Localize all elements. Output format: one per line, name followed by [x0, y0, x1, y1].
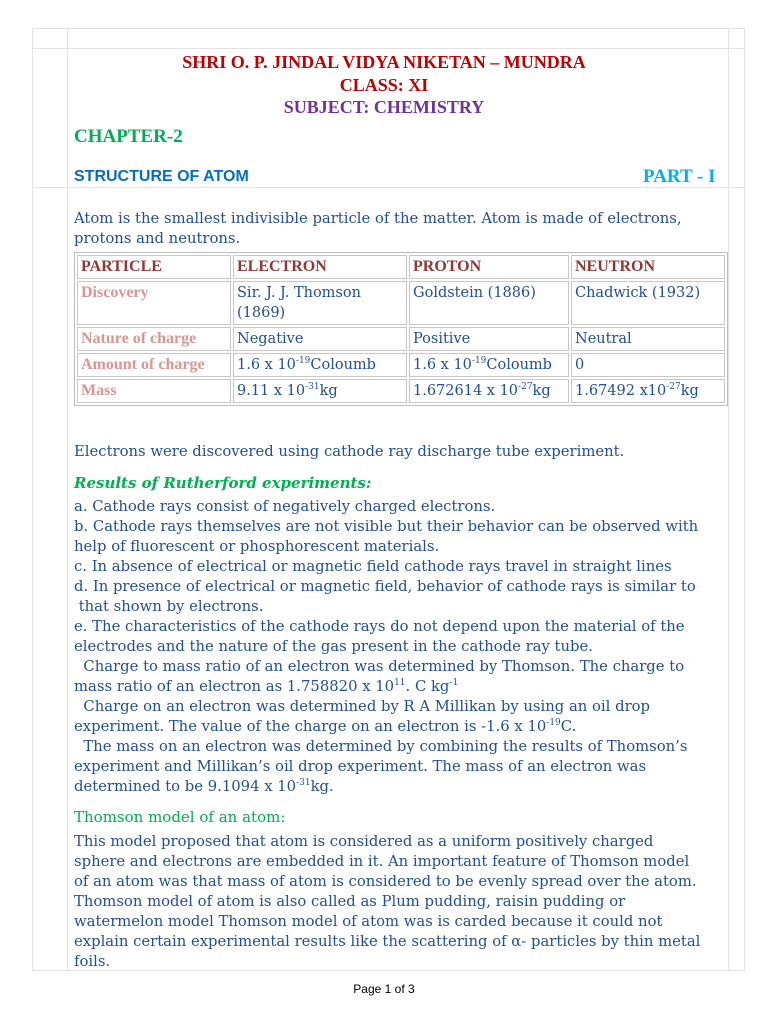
cell [409, 353, 569, 377]
thomson-line: foils. [74, 953, 111, 970]
result-line: Charge to mass ratio of an electron was determined by Thomson. The charge to [74, 658, 685, 675]
school-name: SHRI O. P. JINDAL VIDYA NIKETAN – MUNDRA [182, 52, 586, 72]
rutherford-results [74, 497, 698, 797]
header-cell: NEUTRON [571, 255, 725, 279]
cell [233, 379, 407, 403]
cell: Goldstein (1886) [409, 281, 569, 325]
thomson-line: Thomson model of atom is also called as Plum pudding, raisin pudding or [74, 893, 626, 910]
cell: Negative [233, 327, 407, 351]
charge-unit: C. [560, 718, 577, 735]
result-line: help of fluorescent or phosphorescent materials. [74, 538, 440, 555]
exponent: -19 [546, 718, 561, 729]
thomson-line: watermelon model Thomson model of atom was is carded because it could not [74, 913, 663, 930]
result-line: a. Cathode rays consist of negatively charged electrons. [74, 498, 496, 515]
row-label: Nature of charge [77, 327, 231, 351]
intro-paragraph [74, 209, 682, 249]
result-line: that shown by electrons. [74, 598, 264, 615]
exponent: 11 [394, 678, 406, 689]
cell: Sir. J. J. Thomson (1869) [233, 281, 407, 325]
thomson-heading: Thomson model of an atom: [74, 808, 286, 826]
cell: Chadwick (1932) [571, 281, 725, 325]
guide-line [728, 28, 729, 971]
thomson-line: This model proposed that atom is considered as a uniform positively charged [74, 833, 654, 850]
guide-line [32, 28, 33, 971]
cell-unit: kg [319, 383, 338, 399]
cell: Neutral [571, 327, 725, 351]
particle-table [74, 252, 728, 406]
guide-line [32, 28, 744, 29]
table-row [77, 353, 725, 377]
topic-title: STRUCTURE OF ATOM [74, 168, 249, 185]
exponent: -27 [666, 382, 681, 393]
mass-text: determined to be 9.1094 x 10 [74, 778, 297, 795]
rutherford-heading: Results of Rutherford experiments: [74, 474, 372, 492]
row-label: Discovery [77, 281, 231, 325]
cathode-line: Electrons were discovered using cathode ray discharge tube experiment. [74, 443, 625, 460]
thomson-line: explain certain experimental results like the scattering of α- particles by thin metal [74, 933, 701, 950]
result-line: electrodes and the nature of the gas present in the cathode ray tube. [74, 638, 593, 655]
table-row [77, 327, 725, 351]
result-line: experiment and Millikan’s oil drop experiment. The mass of an electron was [74, 758, 647, 775]
cell-unit: kg [680, 383, 699, 399]
exponent: -31 [296, 778, 311, 789]
mass-line [74, 777, 698, 797]
row-label: Mass [77, 379, 231, 403]
result-line: b. Cathode rays themselves are not visible but their behavior can be observed with [74, 518, 699, 535]
header-cell: PROTON [409, 255, 569, 279]
guide-line [67, 28, 68, 971]
header-cell: PARTICLE [77, 255, 231, 279]
exponent: -27 [518, 382, 533, 393]
ratio-unit: . C kg [405, 678, 450, 695]
result-line: The mass on an electron was determined by combining the results of Thomson’s [74, 738, 688, 755]
exponent: -19 [295, 356, 311, 367]
table-row [77, 281, 725, 325]
guide-line [32, 187, 744, 188]
cell-unit: Coloumb [486, 357, 552, 373]
cell: Positive [409, 327, 569, 351]
class-label: CLASS: XI [339, 75, 429, 95]
cell-unit: kg [532, 383, 551, 399]
result-line: c. In absence of electrical or magnetic field cathode rays travel in straight lines [74, 558, 672, 575]
cell [571, 379, 725, 403]
guide-line [744, 28, 745, 971]
subject-label: SUBJECT: CHEMISTRY [283, 97, 485, 117]
intro-line: Atom is the smallest indivisible particle of the matter. Atom is made of electrons, [74, 210, 682, 227]
cell-value: 1.672614 x 10 [413, 383, 519, 399]
cell [233, 353, 407, 377]
cathode-sentence [74, 442, 624, 462]
ratio-text: mass ratio of an electron as 1.758820 x 10 [74, 678, 395, 695]
charge-line [74, 717, 698, 737]
cell-unit: Coloumb [310, 357, 376, 373]
thomson-line: of an atom was that mass of atom is considered to be evenly spread over the atom. [74, 873, 697, 890]
chapter-title: CHAPTER-2 [74, 126, 183, 147]
charge-text: experiment. The value of the charge on an electron is -1.6 x 10 [74, 718, 547, 735]
page-footer: Page 1 of 3 [353, 982, 415, 996]
result-line: d. In presence of electrical or magnetic field, behavior of cathode rays is similar to [74, 578, 696, 595]
intro-line: protons and neutrons. [74, 230, 241, 247]
exponent: -31 [305, 382, 320, 393]
cell-value: 1.6 x 10 [413, 357, 472, 373]
cell: 0 [571, 353, 725, 377]
header-cell: ELECTRON [233, 255, 407, 279]
part-label: PART - I [643, 166, 716, 187]
cell [409, 379, 569, 403]
ratio-line [74, 677, 698, 697]
exponent: -19 [471, 356, 487, 367]
table-header-row [77, 255, 725, 279]
thomson-paragraph [74, 832, 700, 972]
table-row [77, 379, 725, 403]
cell-value: 9.11 x 10 [237, 383, 306, 399]
row-label: Amount of charge [77, 353, 231, 377]
cell-value: 1.6 x 10 [237, 357, 296, 373]
result-line: Charge on an electron was determined by R A Millikan by using an oil drop [74, 698, 651, 715]
result-line: e. The characteristics of the cathode rays do not depend upon the material of the [74, 618, 685, 635]
cell-value: 1.67492 x10 [575, 383, 667, 399]
mass-unit: kg. [310, 778, 334, 795]
exponent: -1 [449, 678, 459, 689]
guide-line [32, 48, 744, 49]
thomson-line: sphere and electrons are embedded in it. An important feature of Thomson model [74, 853, 690, 870]
